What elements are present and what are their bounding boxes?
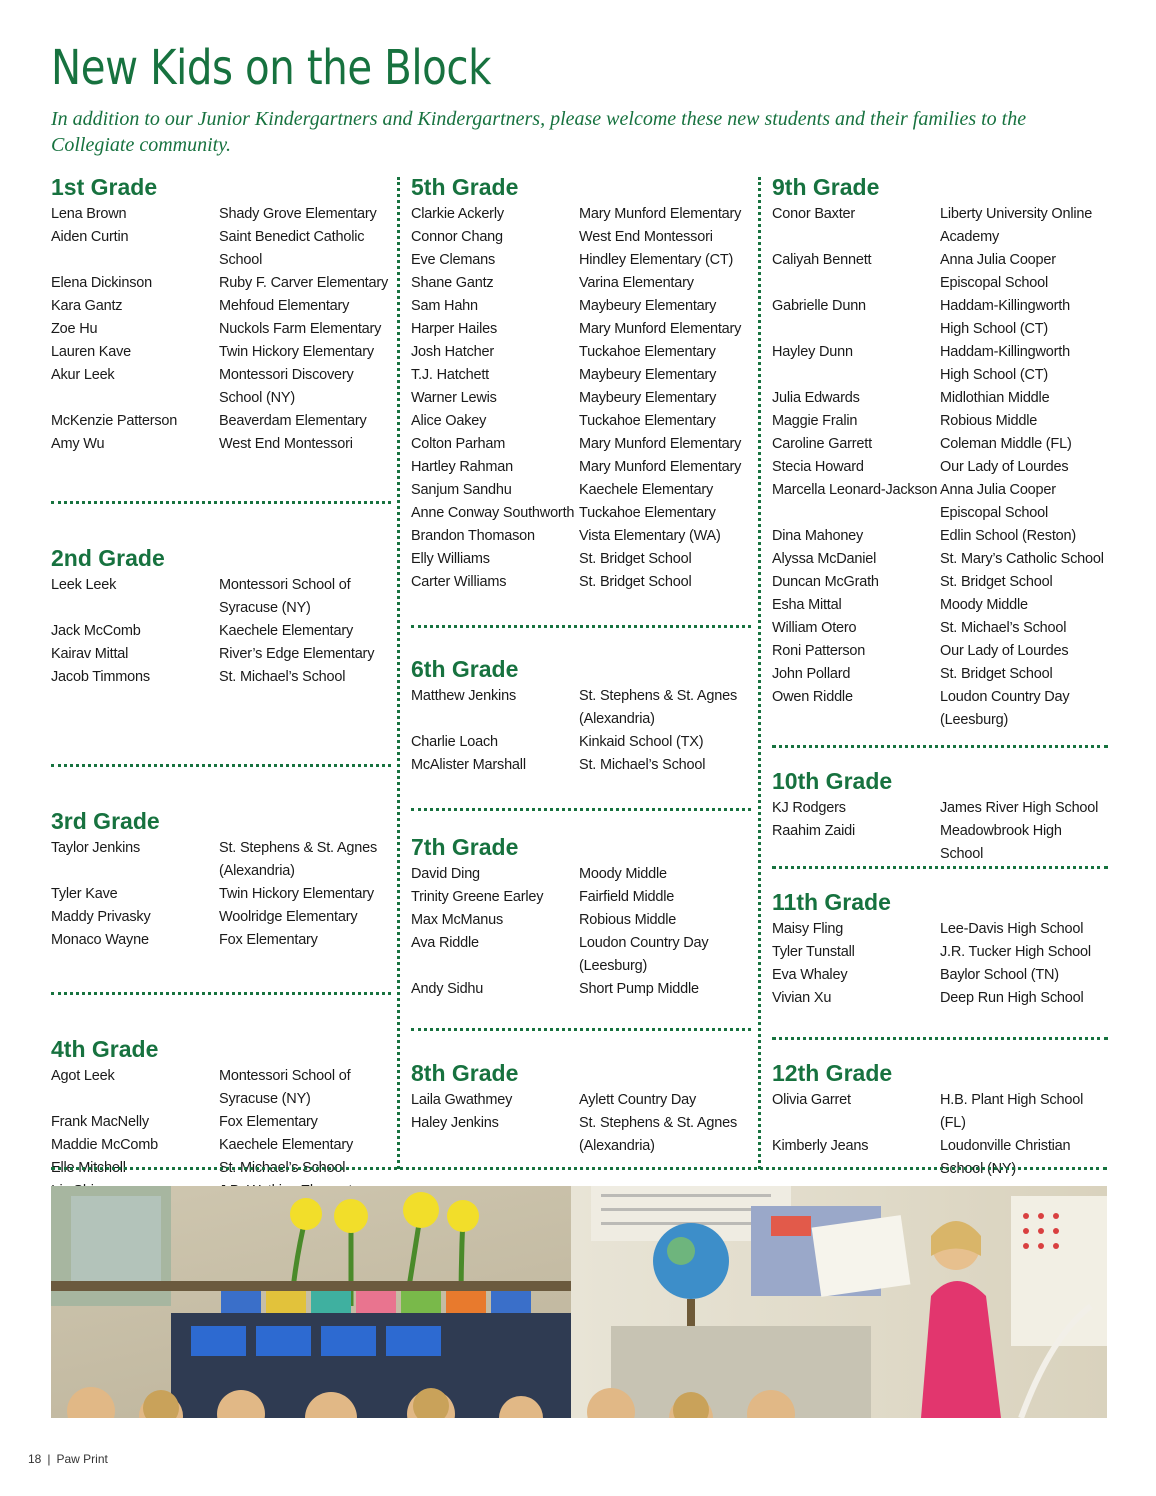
student-name: Alice Oakey [411,413,487,429]
previous-school: St. Mary’s Catholic School [940,551,1104,567]
previous-school: Coleman Middle (FL) [940,436,1072,452]
previous-school: St. Bridget School [579,551,692,567]
student-entry [411,502,751,525]
student-entry [772,456,1108,479]
student-entry [772,479,1108,525]
previous-school: Mary Munford Elementary [579,459,742,475]
footer-separator: | [47,1452,51,1466]
student-name: Eve Clemans [411,252,496,268]
previous-school: Liberty University Online Academy [940,206,1093,245]
student-entry [772,617,1108,640]
student-name: Elle Mitchell [51,1160,126,1176]
column-divider-right [758,177,761,1169]
student-name: Marcella Leonard-Jackson [772,482,938,498]
student-name: Owen Riddle [772,689,853,705]
student-entry [411,548,751,571]
student-name: Sanjum Sandhu [411,482,512,498]
student-name: Aiden Curtin [51,229,129,245]
student-name: Clarkie Ackerly [411,206,504,222]
previous-school: Haddam-Killingworth High School (CT) [940,298,1070,337]
student-entry [51,574,391,620]
student-entry [772,964,1108,987]
student-name: Ava Riddle [411,935,479,951]
student-entry [772,941,1108,964]
student-entry [411,318,751,341]
student-entry [772,663,1108,686]
student-name: Dina Mahoney [772,528,864,544]
previous-school: Fox Elementary [219,1114,318,1130]
page-footer [28,1452,108,1466]
student-name: Colton Parham [411,436,506,452]
student-entry [411,456,751,479]
student-name: Tyler Kave [51,886,118,902]
previous-school: Fox Elementary [219,932,318,948]
publication-name: Paw Print [56,1452,108,1466]
grade-heading: 1st Grade [51,174,158,200]
student-entry [51,929,391,952]
student-name: David Ding [411,866,480,882]
previous-school: St. Michael’s School [940,620,1067,636]
student-name: Amy Wu [51,436,105,452]
student-name: John Pollard [772,666,851,682]
student-entry [411,978,751,1001]
student-entry [411,685,751,731]
student-entry [772,410,1108,433]
previous-school: West End Montessori [219,436,353,452]
column-divider-left [397,177,400,1169]
student-name: Raahim Zaidi [772,823,856,839]
previous-school: St. Stephens & St. Agnes (Alexandria) [579,688,738,727]
previous-school: Saint Benedict Catholic School [219,229,365,268]
previous-school: Our Lady of Lourdes [940,459,1069,475]
student-name: Elly Williams [411,551,490,567]
student-name: Maggie Fralin [772,413,858,429]
student-name: Julia Edwards [772,390,860,406]
grade-heading: 3rd Grade [51,808,160,834]
student-entry [411,364,751,387]
grade-section-1st [51,173,391,501]
student-entry [411,387,751,410]
student-entry [51,906,391,929]
previous-school: J.R. Tucker High School [940,944,1091,960]
grade-section-9th [772,173,1108,745]
previous-school: Moody Middle [579,866,667,882]
previous-school: Maybeury Elementary [579,367,717,383]
previous-school: Mary Munford Elementary [579,321,742,337]
previous-school: Deep Run High School [940,990,1084,1006]
student-entry [411,886,751,909]
student-entry [411,731,751,754]
previous-school: West End Montessori [579,229,713,245]
grade-section-2nd [51,504,391,764]
student-entry [411,1112,751,1158]
student-entry [51,837,391,883]
previous-school: Woolridge Elementary [219,909,358,925]
previous-school: Mary Munford Elementary [579,206,742,222]
previous-school: St. Michael’s School [219,669,346,685]
student-name: Haley Jenkins [411,1115,499,1131]
previous-school: Loudonville Christian School (NY) [940,1138,1071,1177]
student-entry [51,666,391,689]
previous-school: Vista Elementary (WA) [579,528,721,544]
previous-school: Tuckahoe Elementary [579,344,716,360]
previous-school: Kaechele Elementary [219,1137,354,1153]
student-name: Monaco Wayne [51,932,149,948]
student-name: Olivia Garret [772,1092,851,1108]
student-entry [772,640,1108,663]
student-name: Trinity Greene Earley [411,889,544,905]
grade-section-8th [411,1031,751,1158]
student-name: Elena Dickinson [51,275,152,291]
grade-heading: 7th Grade [411,834,519,860]
student-entry [411,909,751,932]
previous-school: St. Stephens & St. Agnes (Alexandria) [579,1115,738,1154]
previous-school: St. Bridget School [579,574,692,590]
grade-heading: 9th Grade [772,174,880,200]
student-name: T.J. Hatchett [411,367,489,383]
student-entry [51,620,391,643]
section-divider-bottom [51,1167,1107,1170]
student-entry [411,932,751,978]
student-entry [51,643,391,666]
student-name: Charlie Loach [411,734,498,750]
student-name: Agot Leek [51,1068,115,1084]
student-name: Maddy Privasky [51,909,151,925]
student-entry [411,433,751,456]
student-name: Laila Gwathmey [411,1092,513,1108]
student-name: Caliyah Bennett [772,252,872,268]
student-entry [411,272,751,295]
grade-section-12th [772,1040,1108,1181]
grade-heading: 10th Grade [772,768,893,794]
previous-school: Beaverdam Elementary [219,413,367,429]
student-entry [51,1065,391,1111]
student-entry [772,686,1108,732]
student-name: Zoe Hu [51,321,98,337]
grade-section-4th [51,995,391,1203]
grade-heading: 12th Grade [772,1060,893,1086]
page-number: 18 [28,1452,42,1466]
student-entry [772,548,1108,571]
student-entry [772,820,1108,866]
previous-school: Kinkaid School (TX) [579,734,704,750]
previous-school: St. Bridget School [940,666,1053,682]
grade-section-11th [772,869,1108,1037]
grade-heading: 5th Grade [411,174,519,200]
student-entry [411,410,751,433]
column-middle [411,173,751,1158]
grade-heading: 8th Grade [411,1060,519,1086]
student-name: Jack McComb [51,623,141,639]
student-name: Hayley Dunn [772,344,853,360]
previous-school: Fairfield Middle [579,889,675,905]
student-name: Kimberly Jeans [772,1138,869,1154]
student-entry [51,1111,391,1134]
student-name: Akur Leek [51,367,115,383]
previous-school: Robious Middle [940,413,1038,429]
student-entry [772,295,1108,341]
student-name: Lauren Kave [51,344,132,360]
student-name: Tyler Tunstall [772,944,855,960]
previous-school: Shady Grove Elementary [219,206,377,222]
previous-school: River’s Edge Elementary [219,646,375,662]
student-name: Kara Gantz [51,298,123,314]
previous-school: St. Bridget School [940,574,1053,590]
previous-school: Kaechele Elementary [579,482,714,498]
student-entry [772,987,1108,1010]
grade-heading: 2nd Grade [51,545,165,571]
previous-school: Robious Middle [579,912,677,928]
student-name: Max McManus [411,912,504,928]
student-entry [51,226,391,272]
student-entry [772,571,1108,594]
student-name: Gabrielle Dunn [772,298,866,314]
student-name: Warner Lewis [411,390,497,406]
student-entry [51,410,391,433]
grade-section-6th [411,628,751,808]
previous-school: Anna Julia Cooper Episcopal School [940,252,1056,291]
previous-school: Edlin School (Reston) [940,528,1077,544]
previous-school: Montessori School of Syracuse (NY) [219,577,351,616]
student-name: Anne Conway Southworth [411,505,575,521]
previous-school: Tuckahoe Elementary [579,413,716,429]
student-name: Harper Hailes [411,321,498,337]
student-entry [51,295,391,318]
student-name: Josh Hatcher [411,344,495,360]
student-name: Roni Patterson [772,643,866,659]
student-name: Lena Brown [51,206,127,222]
student-name: Maddie McComb [51,1137,158,1153]
student-entry [51,1134,391,1157]
student-entry [772,433,1108,456]
previous-school: Kaechele Elementary [219,623,354,639]
grade-heading: 4th Grade [51,1036,159,1062]
previous-school: St. Stephens & St. Agnes (Alexandria) [219,840,378,879]
student-name: Hartley Rahman [411,459,513,475]
student-name: Maisy Fling [772,921,844,937]
previous-school: Nuckols Farm Elementary [219,321,382,337]
student-name: Leek Leek [51,577,117,593]
previous-school: St. Michael’s School [219,1160,346,1176]
student-name: Brandon Thomason [411,528,535,544]
previous-school: St. Michael’s School [579,757,706,773]
previous-school: Varina Elementary [579,275,694,291]
student-entry [51,341,391,364]
previous-school: Loudon Country Day (Leesburg) [940,689,1070,728]
previous-school: Mehfoud Elementary [219,298,350,314]
previous-school: Twin Hickory Elementary [219,886,374,902]
student-name: McKenzie Patterson [51,413,178,429]
student-name: Connor Chang [411,229,503,245]
student-name: Conor Baxter [772,206,856,222]
student-entry [51,364,391,410]
student-entry [411,863,751,886]
student-name: Andy Sidhu [411,981,484,997]
student-entry [772,203,1108,249]
previous-school: Loudon Country Day (Leesburg) [579,935,709,974]
grade-section-5th [411,173,751,625]
previous-school: Tuckahoe Elementary [579,505,716,521]
student-name: William Otero [772,620,857,636]
student-entry [51,203,391,226]
previous-school: Anna Julia Cooper Episcopal School [940,482,1056,521]
grade-section-10th [772,748,1108,866]
student-entry [51,272,391,295]
previous-school: Lee-Davis High School [940,921,1084,937]
previous-school: Maybeury Elementary [579,390,717,406]
student-entry [51,883,391,906]
student-name: Vivian Xu [772,990,832,1006]
previous-school: Midlothian Middle [940,390,1050,406]
student-name: Sam Hahn [411,298,478,314]
previous-school: Ruby F. Carver Elementary [219,275,389,291]
student-name: Jacob Timmons [51,669,150,685]
grade-section-3rd [51,767,391,992]
student-name: Kairav Mittal [51,646,129,662]
student-name: Matthew Jenkins [411,688,516,704]
student-name: Shane Gantz [411,275,494,291]
student-entry [51,433,391,456]
previous-school: Haddam-Killingworth High School (CT) [940,344,1070,383]
previous-school: Aylett Country Day [579,1092,697,1108]
previous-school: James River High School [940,800,1099,816]
student-entry [772,525,1108,548]
student-name: Taylor Jenkins [51,840,141,856]
student-entry [51,318,391,341]
student-entry [772,249,1108,295]
student-entry [772,918,1108,941]
previous-school: Twin Hickory Elementary [219,344,374,360]
previous-school: Mary Munford Elementary [579,436,742,452]
student-name: Caroline Garrett [772,436,872,452]
student-entry [411,571,751,594]
student-entry [411,226,751,249]
student-entry [772,594,1108,617]
grade-heading: 6th Grade [411,656,519,682]
classroom-photo [51,1186,1107,1418]
student-name: Carter Williams [411,574,507,590]
student-name: Alyssa McDaniel [772,551,877,567]
previous-school: Moody Middle [940,597,1028,613]
student-name: KJ Rodgers [772,800,846,816]
previous-school: Baylor School (TN) [940,967,1059,983]
previous-school: Montessori School of Syracuse (NY) [219,1068,351,1107]
previous-school: Meadowbrook High School [940,823,1062,862]
student-entry [411,295,751,318]
student-name: McAlister Marshall [411,757,526,773]
previous-school: H.B. Plant High School (FL) [940,1092,1084,1131]
student-entry [772,1089,1108,1135]
student-entry [411,525,751,548]
page-subtitle: In addition to our Junior Kindergartners and Kindergartners, please welcome these new students and their families to the Collegiate community. [51,108,1027,156]
page-title: New Kids on the Block [51,40,492,96]
student-name: Duncan McGrath [772,574,879,590]
student-entry [772,387,1108,410]
student-entry [772,341,1108,387]
previous-school: Montessori Discovery School (NY) [219,367,354,406]
student-entry [411,1089,751,1112]
previous-school: Short Pump Middle [579,981,699,997]
student-entry [411,754,751,777]
grade-heading: 11th Grade [772,889,891,915]
student-name: Eva Whaley [772,967,848,983]
previous-school: Hindley Elementary (CT) [579,252,734,268]
column-right [772,173,1108,1181]
student-name: Frank MacNelly [51,1114,149,1130]
student-entry [411,249,751,272]
student-entry [411,203,751,226]
student-entry [411,479,751,502]
student-entry [411,341,751,364]
student-name: Esha Mittal [772,597,842,613]
grade-section-7th [411,811,751,1028]
previous-school: Our Lady of Lourdes [940,643,1069,659]
student-entry [772,797,1108,820]
column-left [51,173,391,1203]
previous-school: Maybeury Elementary [579,298,717,314]
student-entry [772,1135,1108,1181]
student-name: Stecia Howard [772,459,864,475]
